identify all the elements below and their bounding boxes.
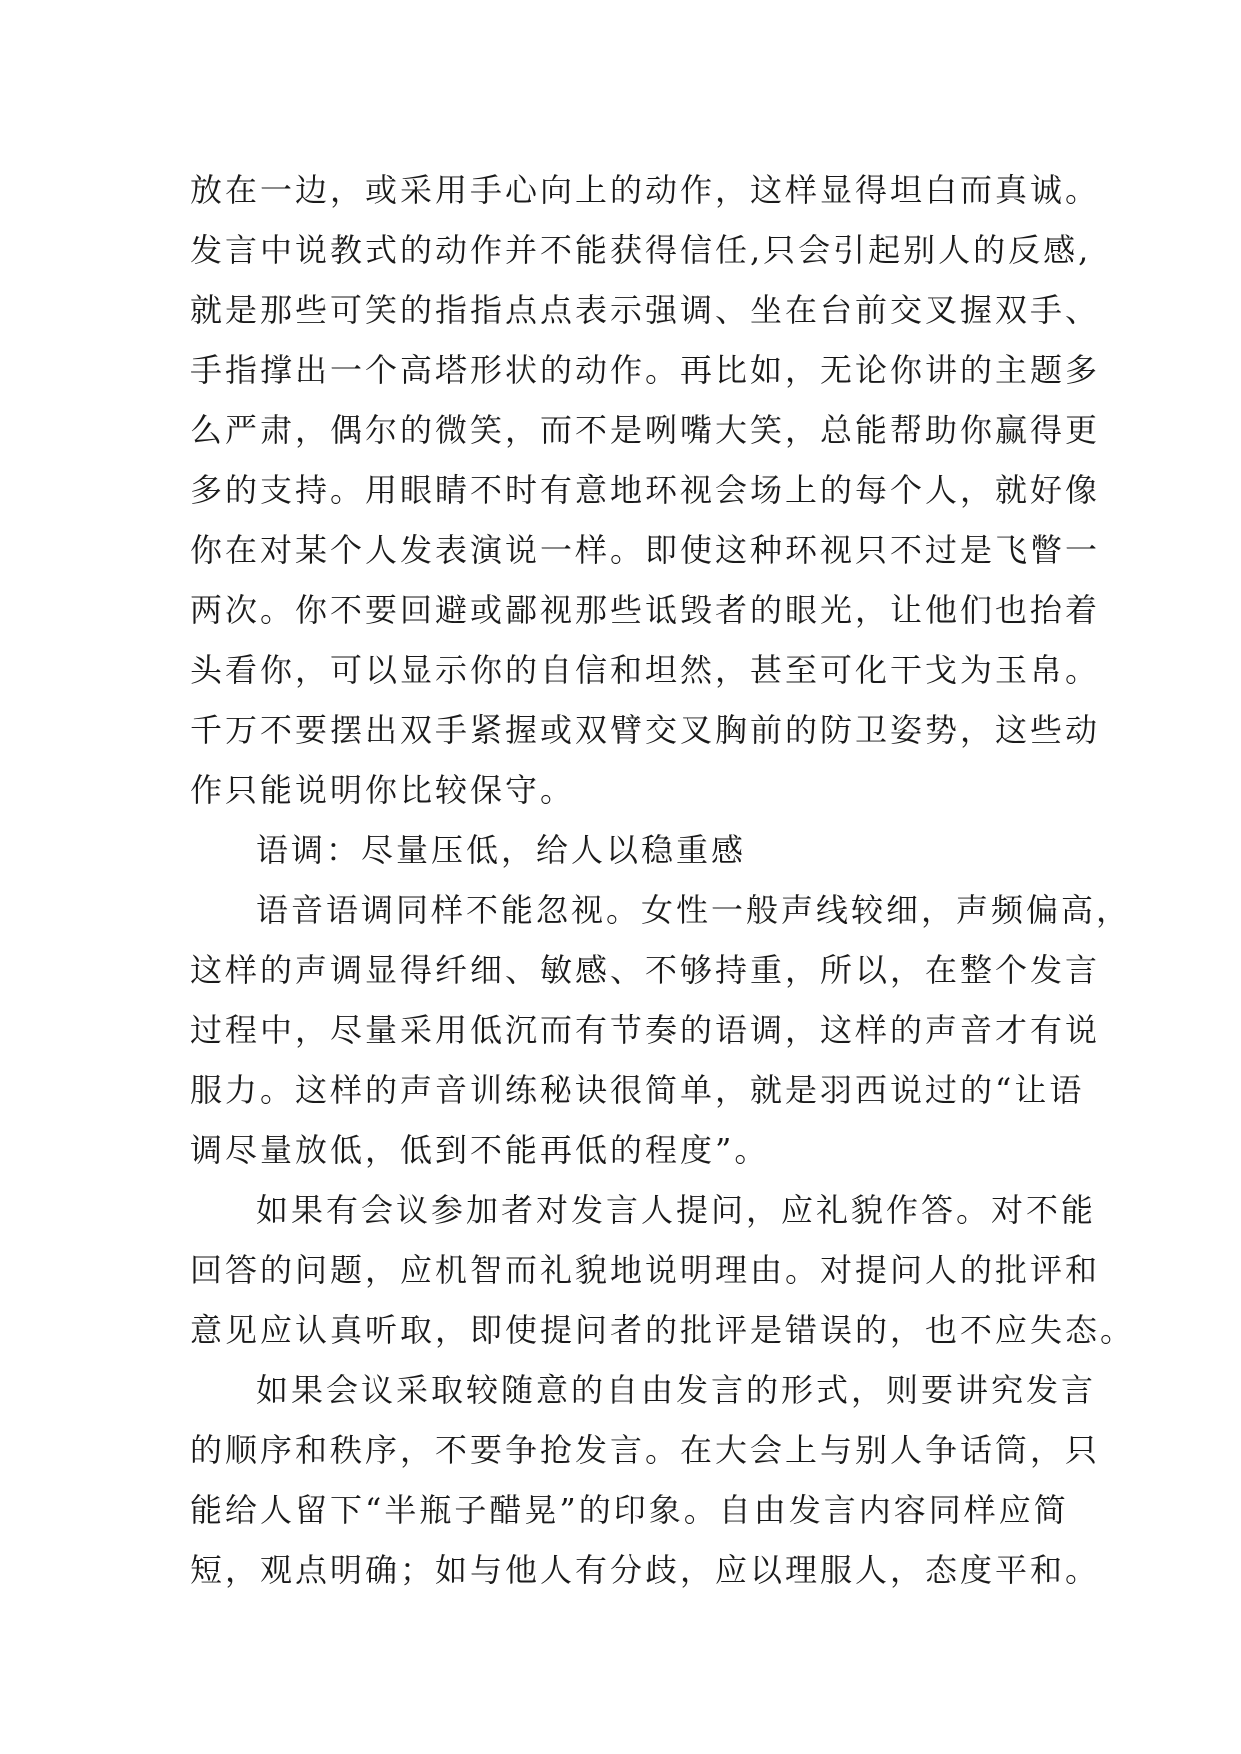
text-line: 回答的问题，应机智而礼貌地说明理由。对提问人的批评和	[190, 1251, 1101, 1289]
text-line: 你在对某个人发表演说一样。即使这种环视只不过是飞瞥一	[190, 531, 1101, 569]
text-line: 两次。你不要回避或鄙视那些诋毁者的眼光，让他们也抬着	[190, 591, 1101, 629]
text-line: 能给人留下“半瓶子醋晃”的印象。自由发言内容同样应简	[190, 1491, 1069, 1529]
paragraph-start-line: 语音语调同样不能忽视。女性一般声线较细，声频偏高，	[256, 891, 1132, 929]
text-line: 千万不要摆出双手紧握或双臂交叉胸前的防卫姿势，这些动	[190, 711, 1101, 749]
text-line: 放在一边，或采用手心向上的动作，这样显得坦白而真诚。	[190, 171, 1101, 209]
text-line: 就是那些可笑的指指点点表示强调、坐在台前交叉握双手、	[190, 291, 1101, 329]
text-line: 多的支持。用眼睛不时有意地环视会场上的每个人，就好像	[190, 471, 1101, 509]
text-line: 手指撑出一个高塔形状的动作。再比如，无论你讲的主题多	[190, 351, 1101, 389]
text-line: 短，观点明确；如与他人有分歧，应以理服人，态度平和。	[190, 1551, 1101, 1589]
text-line: 发言中说教式的动作并不能获得信任,只会引起别人的反感,	[190, 231, 1092, 269]
text-line: 的顺序和秩序，不要争抢发言。在大会上与别人争话筒，只	[190, 1431, 1101, 1469]
text-line: 调尽量放低，低到不能再低的程度”。	[190, 1131, 770, 1169]
text-line: 这样的声调显得纤细、敏感、不够持重，所以，在整个发言	[190, 951, 1101, 989]
section-heading: 语调：尽量压低，给人以稳重感	[256, 831, 747, 869]
text-line: 意见应认真听取，即使提问者的批评是错误的，也不应失态。	[190, 1311, 1136, 1349]
text-line: 作只能说明你比较保守。	[190, 771, 576, 809]
text-line: 过程中，尽量采用低沉而有节奏的语调，这样的声音才有说	[190, 1011, 1101, 1049]
text-line: 么严肃，偶尔的微笑，而不是咧嘴大笑，总能帮助你赢得更	[190, 411, 1101, 449]
text-line: 服力。这样的声音训练秘诀很简单，就是羽西说过的“让语	[190, 1071, 1085, 1109]
paragraph-start-line: 如果有会议参加者对发言人提问，应礼貌作答。对不能	[256, 1191, 1097, 1229]
text-line: 头看你，可以显示你的自信和坦然，甚至可化干戈为玉帛。	[190, 651, 1101, 689]
paragraph-start-line: 如果会议采取较随意的自由发言的形式，则要讲究发言	[256, 1371, 1097, 1409]
document-body	[190, 160, 1136, 1600]
